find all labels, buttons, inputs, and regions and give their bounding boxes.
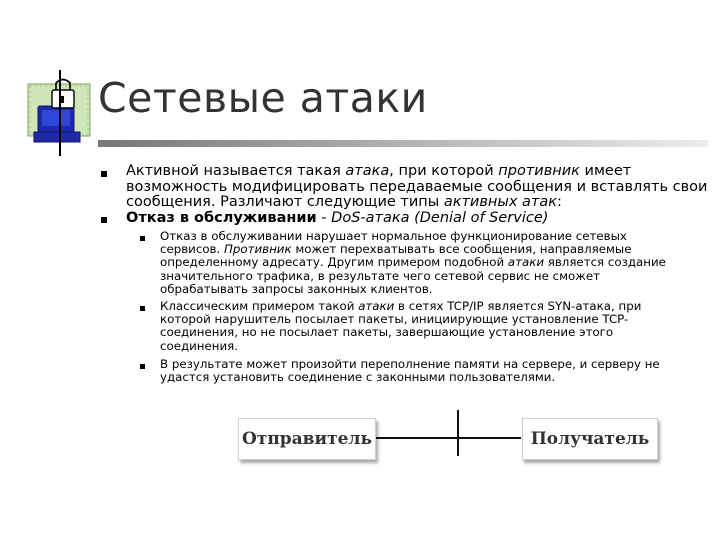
text-run: имеет: [579, 163, 632, 179]
bullet-marker: [101, 217, 107, 223]
text-line: [126, 164, 707, 180]
text-run: соединения.: [160, 338, 238, 353]
text-run: Активной называется такая: [126, 163, 346, 179]
subbullet-marker: [140, 236, 145, 241]
text-line: [126, 195, 707, 211]
text-run: обрабатывать запросы законных клиентов.: [160, 281, 433, 296]
text-line: [160, 340, 641, 353]
text-run: :: [556, 194, 562, 210]
text-run: сервисов.: [160, 242, 225, 257]
text-run: возможность модифицировать передаваемые сообщения и вставлять свои: [126, 178, 708, 195]
receiver-box: [522, 418, 658, 460]
bullet-paragraph: [126, 164, 707, 211]
text-run: которой нарушитель посылает пакеты, инициирующие установление TCP-: [160, 312, 629, 327]
emphasis-text: Противник: [224, 242, 292, 257]
bullet-paragraph: [126, 211, 548, 227]
text-run: соединения, но не посылает пакеты, завершающие установление этого: [160, 325, 614, 340]
subbullet-paragraph: [160, 300, 641, 353]
text-line: [126, 180, 707, 196]
emphasis-text: DoS-атака (Denial of Service): [331, 210, 549, 226]
emphasis-text: атаки: [507, 255, 544, 270]
text-run: -: [316, 210, 332, 226]
sender-label: Отправитель: [242, 429, 372, 449]
emphasis-text: противник: [498, 163, 580, 179]
text-run: определенному адресату. Другим примером подобной: [160, 255, 508, 270]
text-line: [126, 211, 548, 227]
logo-icon: [22, 68, 100, 160]
subbullet-marker: [140, 364, 145, 369]
text-run: , при которой: [389, 163, 499, 179]
bullet-marker: [101, 171, 107, 177]
text-run: удастся установить соединение с законными пользователями.: [160, 370, 556, 385]
bold-text: Отказ в обслуживании: [126, 210, 317, 226]
sender-box: [238, 418, 376, 460]
emphasis-text: активных атак: [443, 194, 557, 210]
text-run: является создание: [544, 255, 666, 270]
title-underline: [98, 140, 708, 147]
text-run: Классическим примером такой: [160, 299, 359, 313]
text-run: В результате может произойти переполнение памяти на сервере, и серверу не: [160, 357, 660, 371]
subbullet-paragraph: [160, 230, 666, 296]
logo-divider: [59, 70, 61, 156]
subbullet-marker: [140, 306, 145, 311]
text-line: [160, 283, 666, 296]
text-line: [160, 371, 660, 384]
text-run: в сетях TCP/IP является SYN-атака, при: [394, 299, 642, 313]
emphasis-text: атаки: [358, 299, 395, 313]
emphasis-text: атака: [345, 163, 390, 179]
interception-mark: [457, 410, 459, 456]
text-run: сообщения. Различают следующие типы: [126, 194, 444, 210]
text-run: значительного трафика, в результате чего сетевой сервис не сможет: [160, 268, 600, 283]
subbullet-paragraph: [160, 358, 660, 384]
text-run: Отказ в обслуживании нарушает нормальное функционирование сетевых: [160, 229, 627, 243]
slide-title: Сетевые атаки: [98, 74, 428, 122]
text-run: может перехватывать все сообщения, направляемые: [291, 242, 632, 257]
connection-line: [376, 437, 521, 439]
receiver-label: Получатель: [530, 429, 650, 449]
